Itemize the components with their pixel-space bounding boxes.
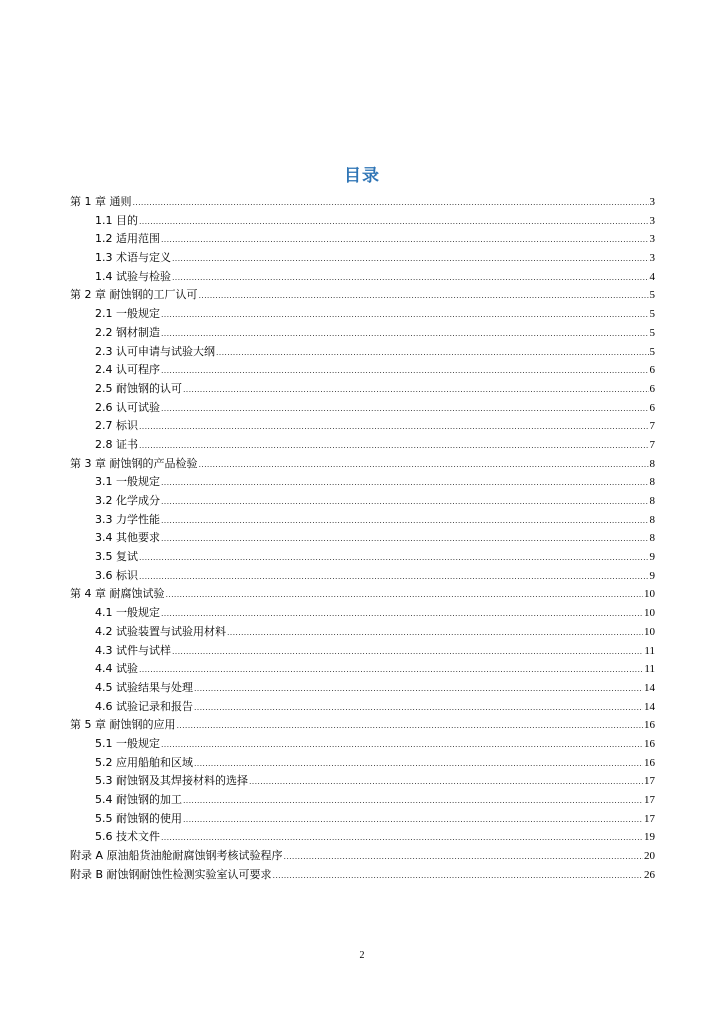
toc-entry-page-number: 3 [649,214,655,227]
toc-entry-page-number: 3 [649,252,655,265]
toc-entry-label: 5.2 应用船舶和区域 [95,755,193,769]
toc-entry-label: 1.2 适用范围 [95,232,160,246]
toc-entry-page-number: 7 [649,438,655,451]
toc-section-entry[interactable] [70,623,655,642]
toc-entry-page-number: 16 [644,756,655,769]
toc-entry-page-number: 19 [644,831,655,844]
toc-dot-leader [199,286,649,305]
toc-section-entry[interactable] [70,230,655,249]
toc-section-entry[interactable] [70,473,655,492]
toc-entry-page-number: 11 [644,663,655,676]
toc-section-entry[interactable] [70,604,655,623]
toc-entry-label: 附录 B 耐蚀钢耐蚀性检测实验室认可要求 [70,867,272,881]
toc-entry-page-number: 8 [649,457,655,470]
toc-entry-page-number: 20 [644,850,655,863]
toc-entry-label: 4.2 试验装置与试验用材料 [95,624,226,638]
toc-chapter-entry[interactable] [70,866,655,885]
toc-section-entry[interactable] [70,642,655,661]
toc-dot-leader [161,230,649,249]
toc-section-entry[interactable] [70,754,655,773]
toc-dot-leader [199,455,649,474]
toc-entry-page-number: 10 [644,625,655,638]
toc-entry-page-number: 5 [649,308,655,321]
toc-entry-label: 2.1 一般规定 [95,307,160,321]
toc-dot-leader [194,679,643,698]
toc-entry-page-number: 17 [644,812,655,825]
toc-chapter-entry[interactable] [70,847,655,866]
table-of-contents [70,193,655,884]
toc-section-entry[interactable] [70,810,655,829]
toc-chapter-entry[interactable] [70,286,655,305]
toc-entry-page-number: 5 [649,345,655,358]
toc-entry-label: 2.2 钢材制造 [95,325,160,339]
toc-dot-leader [172,268,649,287]
toc-entry-label: 2.8 证书 [95,437,138,451]
toc-entry-page-number: 6 [649,382,655,395]
toc-chapter-entry[interactable] [70,455,655,474]
toc-dot-leader [139,417,649,436]
toc-section-entry[interactable] [70,679,655,698]
toc-entry-page-number: 4 [649,270,655,283]
toc-section-entry[interactable] [70,343,655,362]
toc-entry-page-number: 26 [644,868,655,881]
toc-section-entry[interactable] [70,492,655,511]
toc-entry-label: 4.4 试验 [95,662,138,676]
toc-entry-page-number: 5 [649,326,655,339]
toc-entry-label: 3.4 其他要求 [95,531,160,545]
toc-entry-page-number: 6 [649,364,655,377]
toc-section-entry[interactable] [70,305,655,324]
toc-entry-page-number: 17 [644,794,655,806]
toc-entry-page-number: 8 [649,476,655,489]
toc-chapter-entry[interactable] [70,716,655,735]
toc-section-entry[interactable] [70,828,655,847]
toc-entry-label: 4.3 试件与试样 [95,643,171,657]
toc-section-entry[interactable] [70,436,655,455]
toc-entry-page-number: 9 [649,569,655,582]
toc-entry-label: 5.5 耐蚀钢的使用 [95,811,182,825]
toc-entry-label: 第 2 章 耐蚀钢的工厂认可 [70,288,198,302]
toc-entry-label: 2.5 耐蚀钢的认可 [95,381,182,395]
toc-section-entry[interactable] [70,529,655,548]
toc-dot-leader [161,361,649,380]
toc-dot-leader [166,585,644,604]
toc-section-entry[interactable] [70,548,655,567]
toc-entry-page-number: 7 [649,420,655,433]
toc-dot-leader [194,698,643,717]
toc-dot-leader [194,754,643,773]
toc-entry-label: 1.4 试验与检验 [95,269,171,283]
toc-dot-leader [161,735,643,754]
toc-section-entry[interactable] [70,735,655,754]
toc-dot-leader [249,772,643,791]
toc-chapter-entry[interactable] [70,193,655,212]
toc-dot-leader [172,249,649,268]
toc-dot-leader [177,716,644,735]
toc-entry-page-number: 6 [649,401,655,414]
toc-entry-page-number: 8 [649,495,655,507]
toc-entry-label: 2.4 认可程序 [95,363,160,377]
toc-section-entry[interactable] [70,417,655,436]
toc-entry-page-number: 16 [644,737,655,750]
page-number: 2 [359,950,365,961]
toc-entry-label: 4.5 试验结果与处理 [95,680,193,694]
toc-dot-leader [161,399,649,418]
toc-section-entry[interactable] [70,772,655,791]
toc-entry-label: 2.3 认可申请与试验大纲 [95,344,215,358]
toc-dot-leader [139,548,649,567]
toc-dot-leader [172,642,643,661]
toc-dot-leader [216,343,649,362]
toc-dot-leader [183,791,643,810]
toc-entry-page-number: 10 [644,607,655,620]
toc-entry-label: 2.6 认可试验 [95,400,160,414]
toc-entry-page-number: 9 [649,551,655,564]
toc-entry-page-number: 8 [649,513,655,526]
toc-entry-label: 第 3 章 耐蚀钢的产品检验 [70,456,198,470]
toc-dot-leader [139,212,649,231]
toc-dot-leader [161,492,649,511]
toc-dot-leader [161,604,643,623]
toc-entry-label: 第 1 章 通则 [70,195,132,208]
toc-entry-label: 3.1 一般规定 [95,475,160,489]
toc-section-entry[interactable] [70,212,655,231]
toc-entry-label: 5.4 耐蚀钢的加工 [95,793,182,806]
toc-dot-leader [133,193,649,212]
toc-dot-leader [183,810,643,829]
toc-entry-page-number: 5 [649,289,655,302]
toc-entry-label: 3.2 化学成分 [95,494,160,507]
toc-section-entry[interactable] [70,791,655,810]
toc-entry-label: 2.7 标识 [95,419,138,433]
toc-entry-label: 第 5 章 耐蚀钢的应用 [70,718,176,732]
toc-entry-page-number: 3 [649,196,655,208]
toc-dot-leader [139,567,649,586]
toc-dot-leader [183,380,649,399]
toc-entry-label: 3.5 复试 [95,550,138,564]
toc-entry-label: 4.1 一般规定 [95,606,160,620]
toc-section-entry[interactable] [70,268,655,287]
toc-dot-leader [161,473,649,492]
toc-entry-page-number: 16 [644,719,655,732]
toc-entry-label: 5.6 技术文件 [95,830,160,844]
toc-dot-leader [273,866,643,885]
toc-entry-label: 5.3 耐蚀钢及其焊接材料的选择 [95,774,248,788]
toc-entry-label: 1.1 目的 [95,213,138,227]
toc-entry-page-number: 8 [649,532,655,545]
toc-dot-leader [161,511,649,530]
toc-section-entry[interactable] [70,324,655,343]
toc-title: 目录 [344,166,380,186]
toc-entry-label: 第 4 章 耐腐蚀试验 [70,587,165,601]
toc-entry-page-number: 17 [644,775,655,788]
toc-dot-leader [139,660,643,679]
toc-entry-page-number: 14 [644,681,655,694]
toc-dot-leader [161,529,649,548]
toc-section-entry[interactable] [70,660,655,679]
toc-entry-page-number: 10 [644,588,655,601]
toc-dot-leader [161,324,649,343]
toc-section-entry[interactable] [70,567,655,586]
toc-entry-page-number: 3 [649,233,655,246]
toc-dot-leader [161,828,643,847]
toc-entry-page-number: 11 [644,644,655,657]
toc-entry-label: 附录 A 原油船货油舱耐腐蚀钢考核试验程序 [70,849,283,863]
toc-entry-label: 3.6 标识 [95,568,138,582]
toc-entry-label: 1.3 术语与定义 [95,251,171,265]
toc-entry-label: 5.1 一般规定 [95,736,160,750]
toc-section-entry[interactable] [70,698,655,717]
toc-entry-label: 4.6 试验记录和报告 [95,699,193,713]
toc-section-entry[interactable] [70,399,655,418]
toc-section-entry[interactable] [70,511,655,530]
toc-dot-leader [161,305,649,324]
toc-entry-label: 3.3 力学性能 [95,512,160,526]
toc-entry-page-number: 14 [644,700,655,713]
toc-chapter-entry[interactable] [70,585,655,604]
toc-dot-leader [139,436,649,455]
toc-dot-leader [227,623,643,642]
toc-section-entry[interactable] [70,361,655,380]
toc-section-entry[interactable] [70,249,655,268]
toc-dot-leader [284,847,643,866]
toc-section-entry[interactable] [70,380,655,399]
